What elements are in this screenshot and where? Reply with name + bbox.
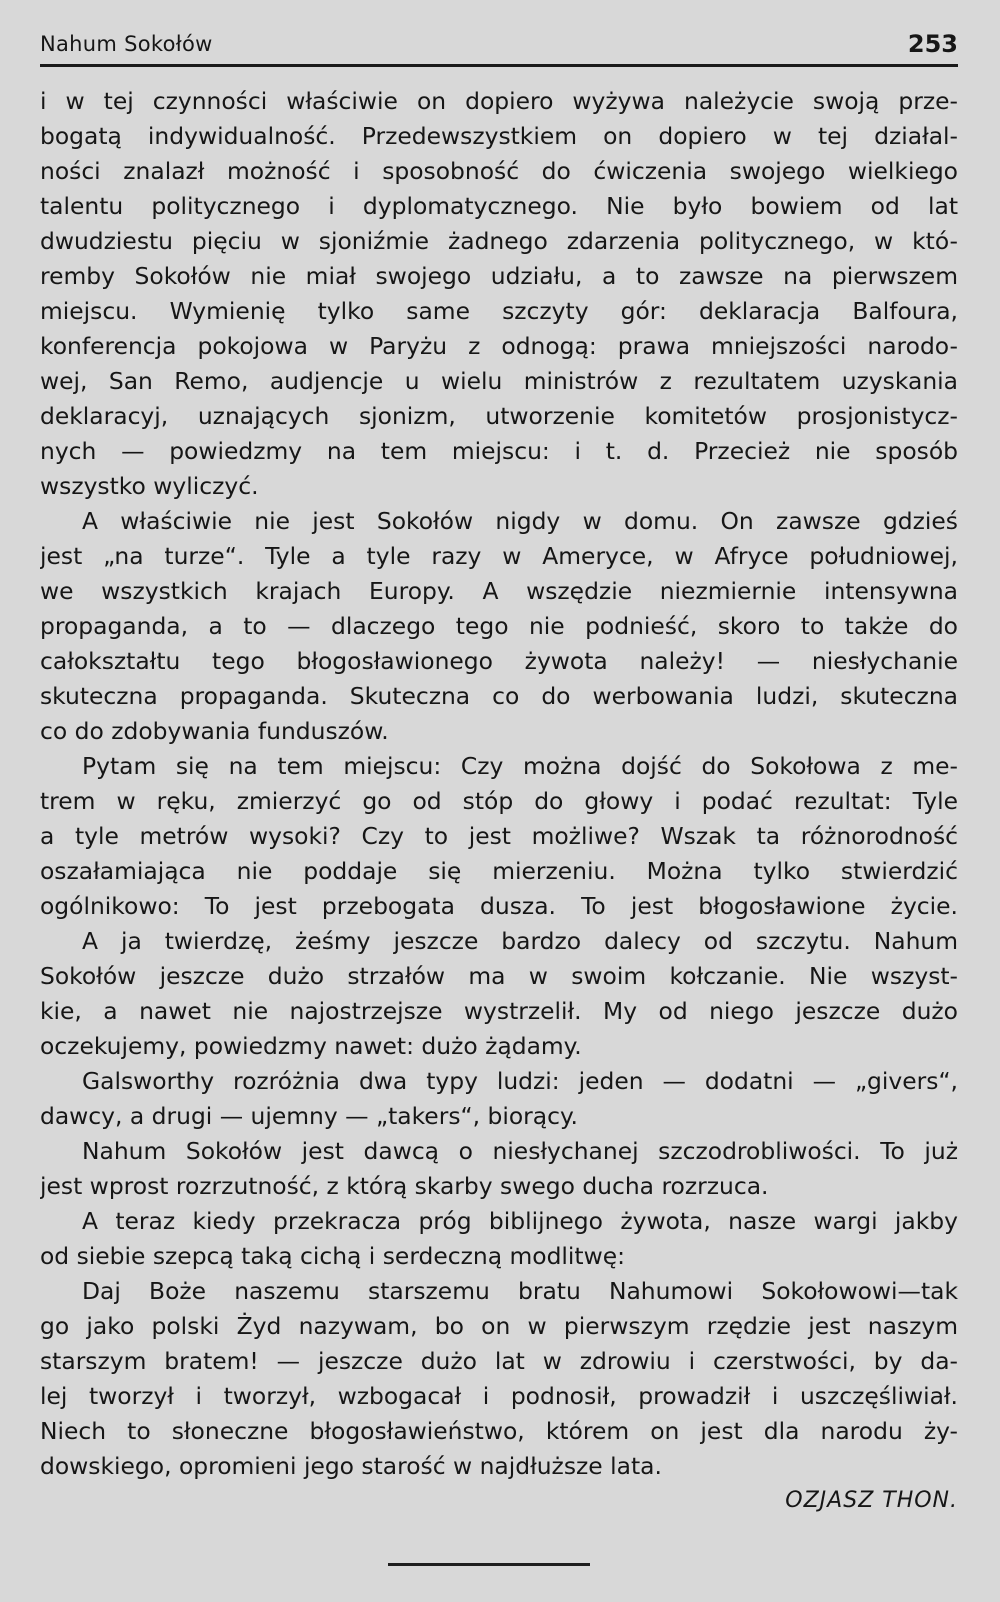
text-line: całokształtu tego błogosławionego żywota należy! — niesłychanie	[40, 647, 958, 675]
text-line: dawcy, a drugi — ujemny — „takers“, biorący.	[40, 1102, 578, 1130]
text-line: A ja twierdzę, żeśmy jeszcze bardzo dalecy od szczytu. Nahum	[82, 927, 958, 955]
text-line: dowskiego, opromieni jego starość w najdłuższe lata.	[40, 1452, 662, 1480]
text-line: kie, a nawet nie najostrzejsze wystrzelił. My od niego jeszcze dużo	[40, 997, 958, 1025]
text-line: ogólnikowo: To jest przebogata dusza. To jest błogosławione życie.	[40, 892, 958, 920]
text-line: Nahum Sokołów jest dawcą o niesłychanej szczodrobliwości. To już	[82, 1137, 958, 1165]
text-line: miejscu. Wymienię tylko same szczyty gór: deklaracja Balfoura,	[40, 297, 958, 325]
text-line: we wszystkich krajach Europy. A wszędzie niezmiernie intensywna	[40, 577, 958, 605]
page-number: 253	[907, 30, 958, 58]
text-line: oszałamiająca nie poddaje się mierzeniu. Można tylko stwierdzić	[40, 857, 958, 885]
text-line: Niech to słoneczne błogosławieństwo, którem on jest dla narodu ży-	[40, 1417, 958, 1445]
text-line: A teraz kiedy przekracza próg biblijnego żywota, nasze wargi jakby	[82, 1207, 958, 1235]
text-line: Daj Boże naszemu starszemu bratu Nahumowi Sokołowowi—tak	[82, 1277, 958, 1305]
text-line: nych — powiedzmy na tem miejscu: i t. d. Przecież nie sposób	[40, 437, 958, 465]
text-line: i w tej czynności właściwie on dopiero wyżywa należycie swoją prze-	[40, 87, 958, 115]
text-line: co do zdobywania funduszów.	[40, 717, 389, 745]
text-line: od siebie szepcą taką cichą i serdeczną modlitwę:	[40, 1242, 626, 1270]
text-line: Galsworthy rozróżnia dwa typy ludzi: jeden — dodatni — „givers“,	[82, 1067, 958, 1095]
text-line: ności znalazł możność i sposobność do ćwiczenia swojego wielkiego	[40, 157, 958, 185]
text-line: Sokołów jeszcze dużo strzałów ma w swoim kołczanie. Nie wszyst-	[40, 962, 958, 990]
text-line: jest wprost rozrzutność, z którą skarby swego ducha rozrzuca.	[40, 1172, 769, 1200]
text-line: konferencja pokojowa w Paryżu z odnogą: prawa mniejszości narodo-	[40, 332, 958, 360]
text-line: talentu politycznego i dyplomatycznego. Nie było bowiem od lat	[40, 192, 958, 220]
text-line: skuteczna propaganda. Skuteczna co do werbowania ludzi, skuteczna	[40, 682, 958, 710]
text-line: wej, San Remo, audjencje u wielu ministrów z rezultatem uzyskania	[40, 367, 958, 395]
text-line: jest „na turze“. Tyle a tyle razy w Ameryce, w Afryce południowej,	[40, 542, 958, 570]
author-signature: OZJASZ THON.	[785, 1488, 958, 1513]
text-line: A właściwie nie jest Sokołów nigdy w domu. On zawsze gdzieś	[82, 507, 958, 535]
text-line: a tyle metrów wysoki? Czy to jest możliwe? Wszak ta różnorodność	[40, 822, 958, 850]
text-line: lej tworzył i tworzył, wzbogacał i podnosił, prowadził i uszczęśliwiał.	[40, 1382, 958, 1410]
text-line: starszym bratem! — jeszcze dużo lat w zdrowiu i czerstwości, by da-	[40, 1347, 958, 1375]
text-line: bogatą indywidualność. Przedewszystkiem on dopiero w tej działal-	[40, 122, 958, 150]
text-line: wszystko wyliczyć.	[40, 472, 259, 500]
text-line: deklaracyj, uznających sjonizm, utworzenie komitetów prosjonistycz-	[40, 402, 958, 430]
text-line: dwudziestu pięciu w sjoniźmie żadnego zdarzenia politycznego, w któ-	[40, 227, 958, 255]
closing-rule	[388, 1563, 590, 1566]
text-line: oczekujemy, powiedzmy nawet: dużo żądamy.	[40, 1032, 582, 1060]
text-line: remby Sokołów nie miał swojego udziału, a to zawsze na pierwszem	[40, 262, 958, 290]
text-line: propaganda, a to — dlaczego tego nie podnieść, skoro to także do	[40, 612, 958, 640]
text-line: go jako polski Żyd nazywam, bo on w pierwszym rzędzie jest naszym	[40, 1312, 958, 1340]
text-line: Pytam się na tem miejscu: Czy można dojść do Sokołowa z me-	[82, 752, 958, 780]
page-header	[40, 30, 958, 64]
body-text	[40, 84, 958, 1484]
running-head: Nahum Sokołów	[40, 32, 213, 56]
header-rule	[40, 64, 958, 67]
text-line: trem w ręku, zmierzyć go od stóp do głowy i podać rezultat: Tyle	[40, 787, 958, 815]
